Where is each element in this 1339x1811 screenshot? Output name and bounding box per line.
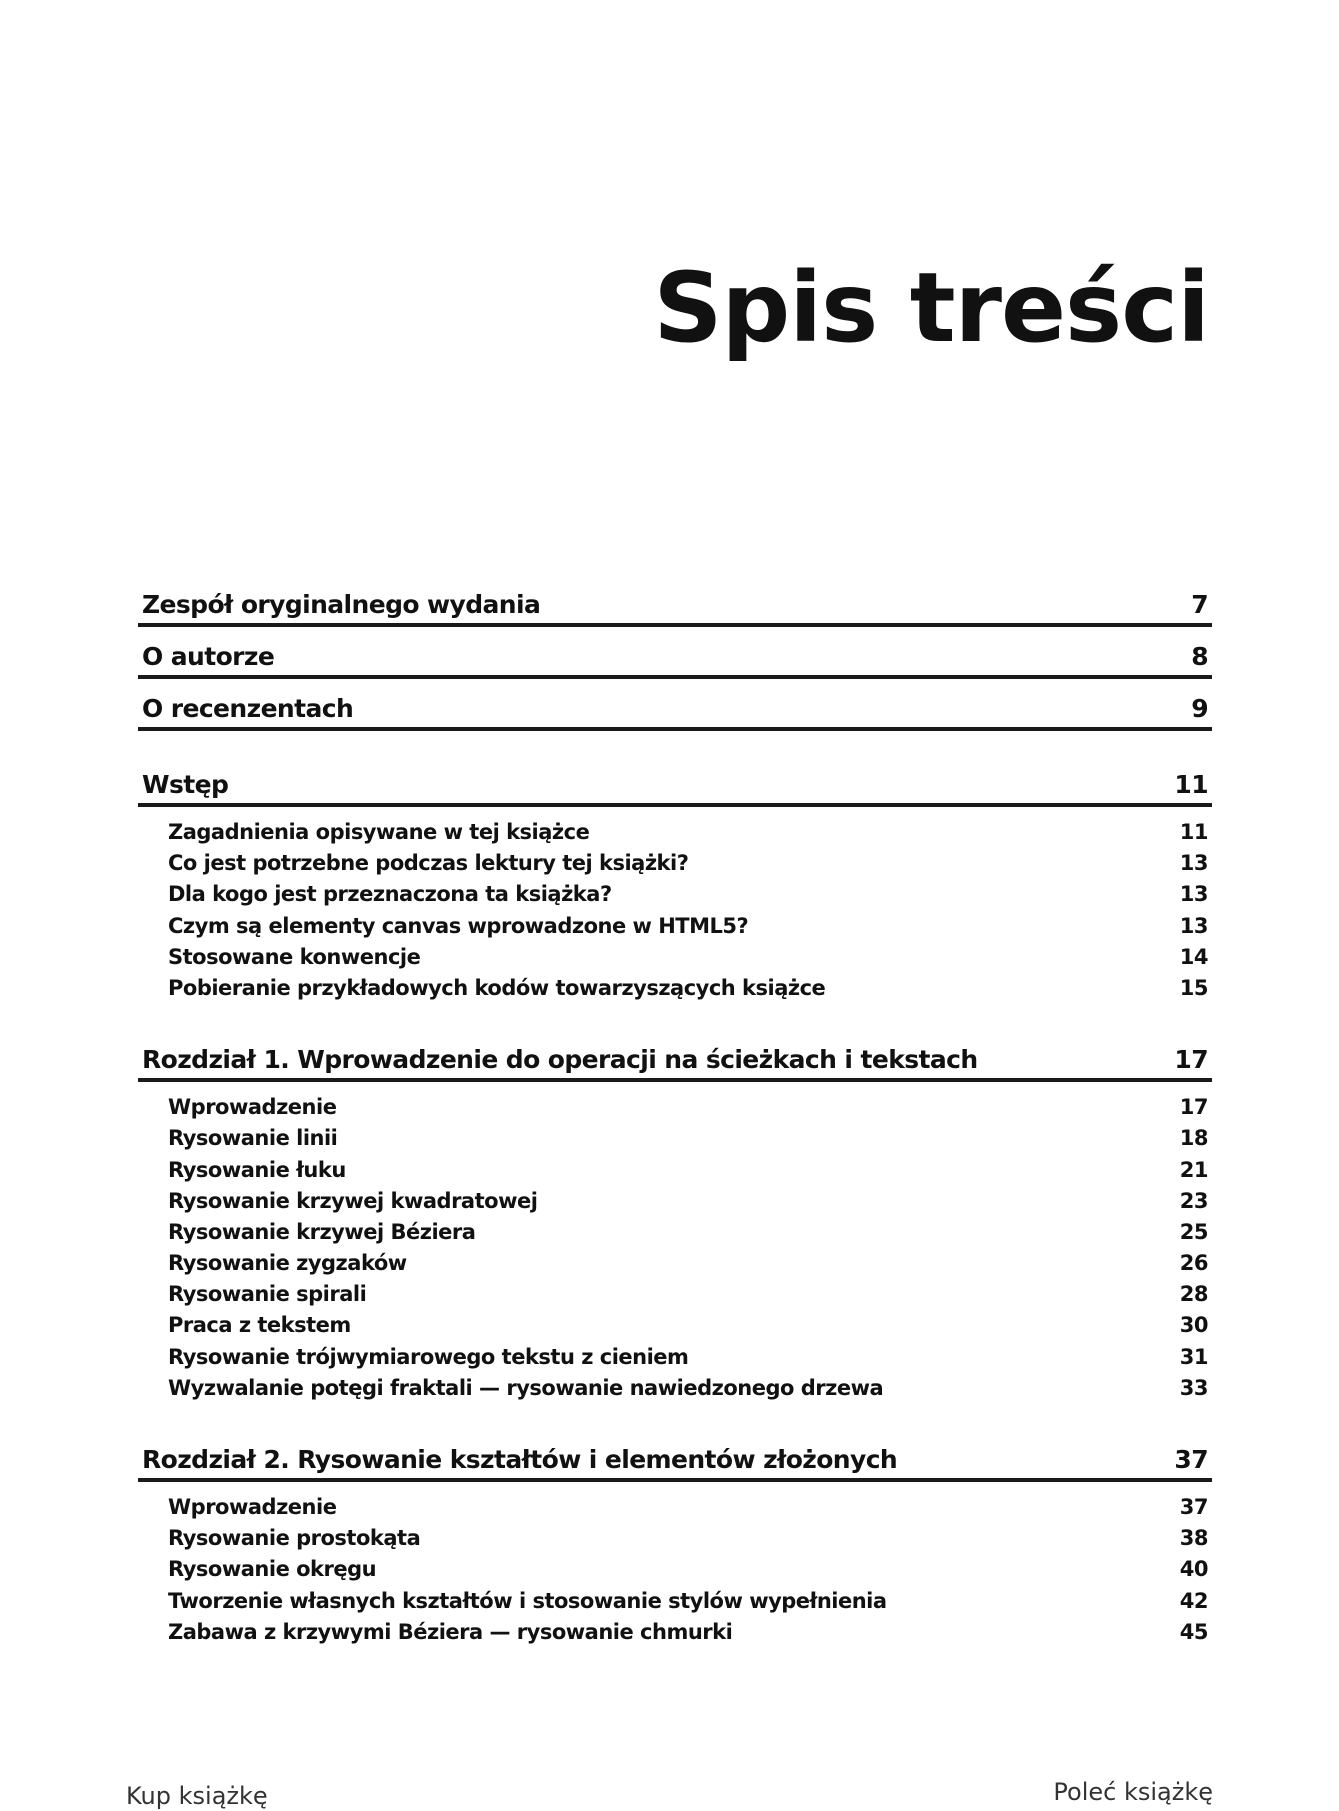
toc-item-title: Stosowane konwencje bbox=[168, 944, 421, 969]
toc-item[interactable] bbox=[138, 1310, 1212, 1341]
toc-item-page: 42 bbox=[1179, 1588, 1208, 1613]
toc-item[interactable] bbox=[138, 1523, 1212, 1554]
toc-entry-title: Zespół oryginalnego wydania bbox=[142, 590, 541, 619]
toc-item-page: 15 bbox=[1179, 975, 1208, 1000]
toc-item-page: 37 bbox=[1179, 1495, 1208, 1519]
toc-item[interactable] bbox=[138, 1492, 1212, 1523]
toc-section-chapter-2 bbox=[138, 1430, 1212, 1650]
page-title: Spis treści bbox=[653, 252, 1209, 364]
toc-item-title: Rysowanie zygzaków bbox=[168, 1251, 407, 1276]
toc-item-title: Rysowanie trójwymiarowego tekstu z cieniem bbox=[168, 1344, 689, 1369]
toc-item-page: 40 bbox=[1179, 1557, 1208, 1582]
toc-item[interactable] bbox=[138, 1554, 1212, 1585]
toc-item-title: Rysowanie spirali bbox=[168, 1282, 367, 1307]
toc-item-title: Zabawa z krzywymi Béziera — rysowanie chmurki bbox=[168, 1619, 733, 1644]
toc-item-page: 26 bbox=[1179, 1251, 1208, 1276]
section-page: 11 bbox=[1174, 770, 1208, 799]
toc-item[interactable] bbox=[138, 848, 1212, 879]
toc-item-page: 23 bbox=[1179, 1188, 1208, 1213]
toc-item[interactable] bbox=[138, 1373, 1212, 1404]
toc-item-page: 11 bbox=[1179, 820, 1208, 844]
buy-book-link[interactable]: Kup książkę bbox=[126, 1782, 268, 1810]
toc-section-heading[interactable] bbox=[138, 1030, 1212, 1082]
toc-item-page: 28 bbox=[1179, 1282, 1208, 1307]
toc-entry-author[interactable] bbox=[138, 627, 1212, 679]
toc-item-page: 31 bbox=[1179, 1344, 1208, 1369]
toc-entry-team[interactable] bbox=[138, 575, 1212, 627]
toc-item[interactable] bbox=[138, 1123, 1212, 1154]
toc-item-title: Wprowadzenie bbox=[168, 1495, 337, 1519]
toc-item[interactable] bbox=[138, 1186, 1212, 1217]
toc-item-title: Wprowadzenie bbox=[168, 1095, 337, 1120]
section-title: Rozdział 2. Rysowanie kształtów i elementów złożonych bbox=[142, 1445, 898, 1474]
toc-item-page: 18 bbox=[1179, 1126, 1208, 1151]
toc-item-page: 13 bbox=[1179, 882, 1208, 907]
section-title: Wstęp bbox=[142, 770, 229, 799]
toc-item-title: Dla kogo jest przeznaczona ta książka? bbox=[168, 882, 612, 907]
toc-item-page: 25 bbox=[1179, 1219, 1208, 1244]
toc-item-page: 30 bbox=[1179, 1313, 1208, 1338]
toc-item-title: Rysowanie łuku bbox=[168, 1157, 346, 1182]
toc-item[interactable] bbox=[138, 817, 1212, 848]
toc-item-title: Zagadnienia opisywane w tej książce bbox=[168, 820, 590, 844]
toc-item-title: Pobieranie przykładowych kodów towarzyszących książce bbox=[168, 975, 826, 1000]
toc-item-page: 13 bbox=[1179, 851, 1208, 876]
toc-entry-page: 9 bbox=[1191, 694, 1208, 723]
toc-section-preface bbox=[138, 755, 1212, 1006]
toc-item-page: 38 bbox=[1179, 1526, 1208, 1551]
toc-section-items bbox=[138, 1482, 1212, 1650]
toc-section-items bbox=[138, 807, 1212, 1006]
toc-item[interactable] bbox=[138, 1279, 1212, 1310]
toc-item-title: Rysowanie okręgu bbox=[168, 1557, 377, 1582]
toc-item-title: Rysowanie prostokąta bbox=[168, 1526, 421, 1551]
toc-item[interactable] bbox=[138, 911, 1212, 942]
toc-entry-reviewers[interactable] bbox=[138, 679, 1212, 731]
recommend-book-link[interactable]: Poleć książkę bbox=[1053, 1778, 1213, 1806]
toc-entry-page: 8 bbox=[1191, 642, 1208, 671]
toc-item-page: 13 bbox=[1179, 913, 1208, 938]
toc-section-heading[interactable] bbox=[138, 755, 1212, 807]
toc-item[interactable] bbox=[138, 1342, 1212, 1373]
toc-item-title: Rysowanie krzywej Béziera bbox=[168, 1219, 476, 1244]
toc-section-items bbox=[138, 1082, 1212, 1406]
toc-item[interactable] bbox=[138, 1155, 1212, 1186]
toc-item-title: Tworzenie własnych kształtów i stosowanie stylów wypełnienia bbox=[168, 1588, 887, 1613]
toc-entry-page: 7 bbox=[1191, 590, 1208, 619]
section-page: 17 bbox=[1174, 1045, 1208, 1075]
toc-item-page: 21 bbox=[1179, 1157, 1208, 1182]
toc-entry-title: O recenzentach bbox=[142, 694, 354, 723]
toc-item-title: Rysowanie krzywej kwadratowej bbox=[168, 1188, 538, 1213]
toc-item[interactable] bbox=[138, 879, 1212, 910]
toc-item[interactable] bbox=[138, 1586, 1212, 1617]
toc-item-title: Co jest potrzebne podczas lektury tej książki? bbox=[168, 851, 689, 876]
toc-item[interactable] bbox=[138, 1248, 1212, 1279]
toc-section-heading[interactable] bbox=[138, 1430, 1212, 1482]
toc-item[interactable] bbox=[138, 942, 1212, 973]
toc-item[interactable] bbox=[138, 1217, 1212, 1248]
toc-item-title: Rysowanie linii bbox=[168, 1126, 338, 1151]
toc-item[interactable] bbox=[138, 1092, 1212, 1123]
section-page: 37 bbox=[1174, 1445, 1208, 1474]
toc-item-page: 17 bbox=[1179, 1095, 1208, 1120]
table-of-contents bbox=[138, 575, 1212, 1650]
toc-item-title: Praca z tekstem bbox=[168, 1313, 351, 1338]
toc-item-title: Czym są elementy canvas wprowadzone w HTML5? bbox=[168, 913, 749, 938]
toc-section-chapter-1 bbox=[138, 1030, 1212, 1406]
toc-entry-title: O autorze bbox=[142, 642, 275, 671]
toc-item[interactable] bbox=[138, 1617, 1212, 1648]
toc-item-title: Wyzwalanie potęgi fraktali — rysowanie nawiedzonego drzewa bbox=[168, 1375, 884, 1400]
toc-item-page: 14 bbox=[1179, 944, 1208, 969]
section-title: Rozdział 1. Wprowadzenie do operacji na ścieżkach i tekstach bbox=[142, 1045, 978, 1075]
toc-item[interactable] bbox=[138, 973, 1212, 1004]
toc-item-page: 45 bbox=[1179, 1619, 1208, 1644]
toc-item-page: 33 bbox=[1179, 1375, 1208, 1400]
